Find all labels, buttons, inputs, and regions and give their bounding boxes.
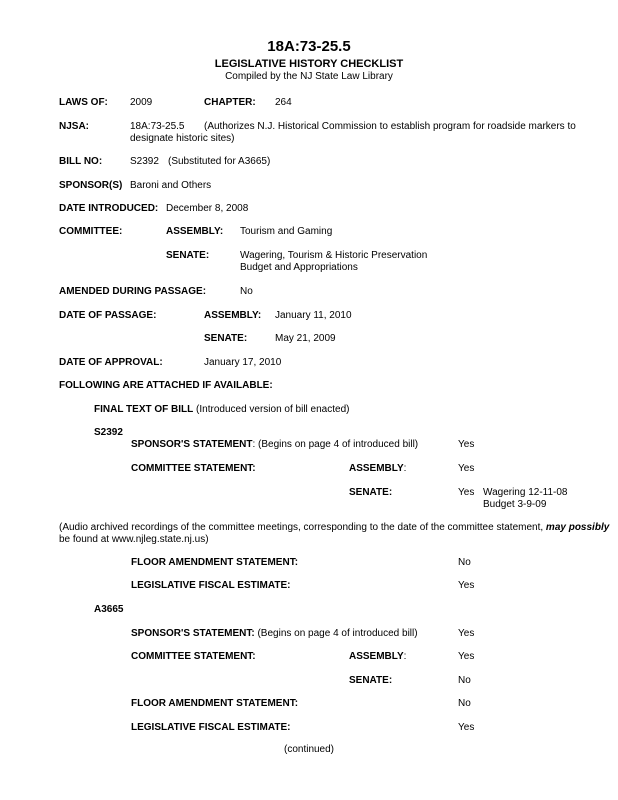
- njsa-label: NJSA:: [59, 121, 90, 132]
- chapter-label: CHAPTER:: [204, 97, 256, 108]
- passage-senate-value: May 21, 2009: [275, 333, 336, 344]
- passage-senate-label: SENATE:: [204, 333, 248, 344]
- a3665-sponsor-statement: [131, 628, 418, 640]
- a3665-fiscal-estimate-label: LEGISLATIVE FISCAL ESTIMATE:: [131, 722, 291, 733]
- bill-no-label: BILL NO:: [59, 156, 103, 167]
- a3665-sponsor-statement-note: (Begins on page 4 of introduced bill): [257, 628, 418, 639]
- s2392-senate-note-2: Budget 3-9-09: [483, 499, 547, 510]
- a3665-sponsor-statement-label: SPONSOR'S STATEMENT:: [131, 628, 255, 639]
- audio-note-line1: [59, 522, 609, 534]
- passage-label: DATE OF PASSAGE:: [59, 310, 157, 321]
- amended-value: No: [240, 286, 253, 297]
- s2392-sponsor-statement-label: SPONSOR'S STATEMENT: [131, 439, 253, 450]
- amended-label: AMENDED DURING PASSAGE:: [59, 286, 207, 297]
- s2392-committee-assembly-colon: :: [403, 463, 407, 474]
- a3665-committee-assembly-value: Yes: [458, 651, 475, 662]
- s2392-committee-assembly-value: Yes: [458, 463, 475, 474]
- a3665-fiscal-estimate-value: Yes: [458, 722, 475, 733]
- s2392-committee-statement-label: COMMITTEE STATEMENT:: [131, 463, 256, 474]
- sponsors-label: SPONSOR(S): [59, 180, 123, 191]
- laws-of-value: 2009: [130, 97, 153, 108]
- a3665-committee-assembly-label: ASSEMBLY: [349, 651, 404, 662]
- attached-heading: FOLLOWING ARE ATTACHED IF AVAILABLE:: [59, 380, 273, 391]
- committee-label: COMMITTEE:: [59, 226, 123, 237]
- sponsors-value: Baroni and Others: [130, 180, 212, 191]
- laws-of-label: LAWS OF:: [59, 97, 108, 108]
- passage-assembly-value: January 11, 2010: [275, 310, 352, 321]
- a3665-committee-assembly-colon: :: [403, 651, 407, 662]
- bill-s2392-heading: S2392: [94, 427, 123, 438]
- a3665-committee-assembly: [349, 651, 406, 663]
- s2392-senate-note-1: Wagering 12-11-08: [483, 487, 568, 498]
- document-title: 18A:73-25.5: [267, 38, 351, 55]
- approval-value: January 17, 2010: [204, 357, 282, 368]
- audio-note-line2: be found at www.njleg.state.nj.us): [59, 534, 209, 545]
- chapter-value: 264: [275, 97, 292, 108]
- document-subtitle: LEGISLATIVE HISTORY CHECKLIST: [214, 58, 404, 70]
- audio-note-emphasis: may possibly: [545, 522, 610, 533]
- njsa-value: 18A:73-25.5: [130, 121, 185, 132]
- audio-note-text: (Audio archived recordings of the committee meetings, corresponding to the date of the committee statement,: [59, 522, 544, 533]
- s2392-committee-assembly: [349, 463, 406, 475]
- a3665-sponsor-statement-value: Yes: [458, 628, 475, 639]
- bill-no-value: S2392: [130, 156, 159, 167]
- s2392-sponsor-statement-value: Yes: [458, 439, 475, 450]
- bill-no-note: (Substituted for A3665): [168, 156, 271, 167]
- date-introduced-value: December 8, 2008: [166, 203, 249, 214]
- a3665-floor-amendment-label: FLOOR AMENDMENT STATEMENT:: [131, 698, 299, 709]
- final-text-label: FINAL TEXT OF BILL: [94, 404, 194, 415]
- approval-label: DATE OF APPROVAL:: [59, 357, 163, 368]
- s2392-fiscal-estimate-label: LEGISLATIVE FISCAL ESTIMATE:: [131, 580, 291, 591]
- s2392-floor-amendment-label: FLOOR AMENDMENT STATEMENT:: [131, 557, 299, 568]
- a3665-floor-amendment-value: No: [458, 698, 471, 709]
- s2392-committee-senate-value: Yes: [458, 487, 475, 498]
- final-text-note: (Introduced version of bill enacted): [196, 404, 350, 415]
- passage-assembly-label: ASSEMBLY:: [204, 310, 262, 321]
- a3665-committee-senate-label: SENATE:: [349, 675, 393, 686]
- njsa-description-line2: designate historic sites): [130, 133, 235, 144]
- date-introduced-label: DATE INTRODUCED:: [59, 203, 159, 214]
- committee-senate-label: SENATE:: [166, 250, 210, 261]
- final-text-line: [94, 404, 349, 416]
- s2392-floor-amendment-value: No: [458, 557, 471, 568]
- committee-assembly-value: Tourism and Gaming: [240, 226, 333, 237]
- s2392-committee-assembly-label: ASSEMBLY: [349, 463, 404, 474]
- bill-a3665-heading: A3665: [94, 604, 124, 615]
- s2392-sponsor-statement-note: : (Begins on page 4 of introduced bill): [252, 439, 419, 450]
- a3665-committee-senate-value: No: [458, 675, 471, 686]
- s2392-fiscal-estimate-value: Yes: [458, 580, 475, 591]
- s2392-committee-senate-label: SENATE:: [349, 487, 393, 498]
- njsa-description-line1: (Authorizes N.J. Historical Commission to establish program for roadside markers to: [204, 121, 576, 132]
- committee-assembly-label: ASSEMBLY:: [166, 226, 224, 237]
- a3665-committee-statement-label: COMMITTEE STATEMENT:: [131, 651, 256, 662]
- committee-senate-value-2: Budget and Appropriations: [240, 262, 358, 273]
- continued-note: (continued): [283, 744, 335, 755]
- compiled-by: Compiled by the NJ State Law Library: [225, 71, 393, 82]
- s2392-sponsor-statement: [131, 439, 418, 451]
- committee-senate-value-1: Wagering, Tourism & Historic Preservation: [240, 250, 428, 261]
